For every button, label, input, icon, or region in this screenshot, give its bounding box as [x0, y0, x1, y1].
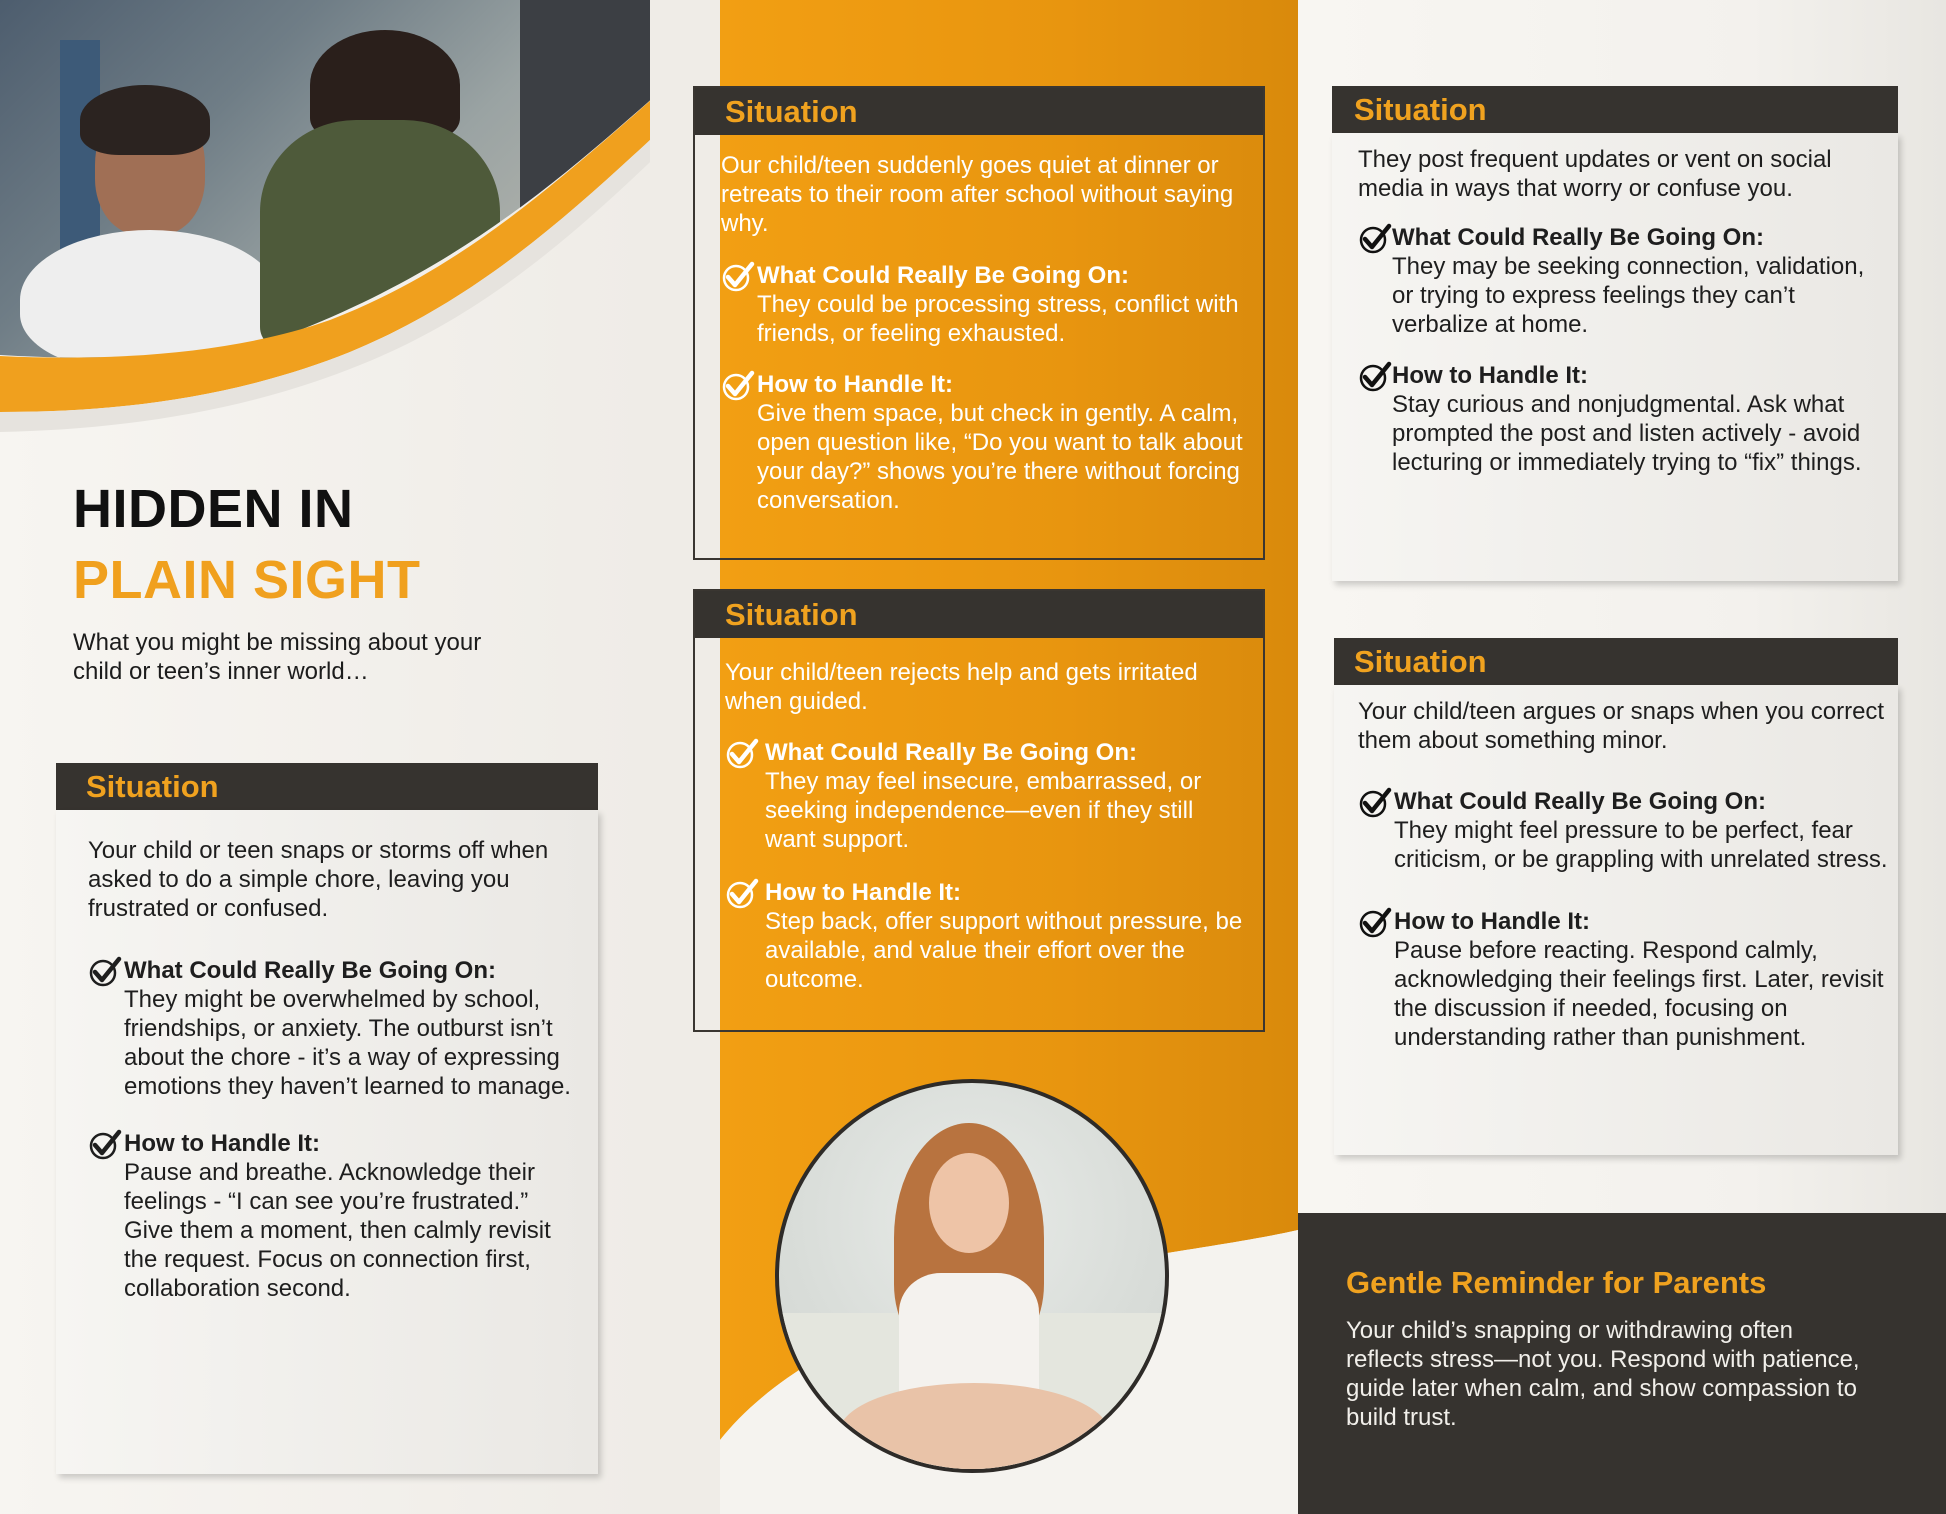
check-icon: [721, 261, 755, 293]
situation-heading: Situation: [56, 763, 598, 810]
situation-heading: Situation: [1334, 638, 1898, 685]
page-title-line-2: PLAIN SIGHT: [73, 550, 421, 610]
situation-text: They post frequent updates or vent on social media in ways that worry or confuse you.: [1358, 146, 1832, 202]
situation-heading: Situation: [695, 591, 1263, 638]
gentle-reminder-box: [1298, 1213, 1946, 1514]
check-icon: [88, 956, 122, 988]
going-on-label: What Could Really Be Going On:: [124, 957, 496, 984]
handle-label: How to Handle It:: [1392, 362, 1588, 389]
check-icon: [725, 878, 759, 910]
page-title-line-1: HIDDEN IN: [73, 479, 354, 539]
situation-card-2: [693, 86, 1265, 560]
handle-label: How to Handle It:: [765, 879, 961, 906]
going-on-label: What Could Really Be Going On:: [757, 262, 1129, 289]
situation-text: Your child or teen snaps or storms off when asked to do a simple chore, leaving you frustrated or confused.: [88, 837, 549, 922]
check-icon: [1358, 361, 1392, 393]
handle-text: Stay curious and nonjudgmental. Ask what prompted the post and listen actively - avoid lecturing or immediately trying to “fix” things.: [1392, 391, 1862, 476]
check-icon: [721, 370, 755, 402]
situation-card-3: [693, 589, 1265, 1032]
situation-text: Your child/teen rejects help and gets irritated when guided.: [725, 659, 1198, 715]
handle-label: How to Handle It:: [757, 371, 953, 398]
check-icon: [725, 738, 759, 770]
going-on-text: They may feel insecure, embarrassed, or seeking independence—even if they still want support.: [765, 768, 1202, 853]
orange-swoosh: [0, 0, 650, 460]
situation-card-4: [1332, 86, 1898, 581]
going-on-text: They might be overwhelmed by school, friendships, or anxiety. The outburst isn’t about the chore - it’s a way of expressing emotions they haven’t learned to manage.: [124, 986, 571, 1100]
handle-text: Give them space, but check in gently. A calm, open question like, “Do you want to talk about your day?” shows you’re there without forcing conversation.: [757, 400, 1243, 514]
going-on-label: What Could Really Be Going On:: [1392, 224, 1764, 251]
going-on-label: What Could Really Be Going On:: [765, 739, 1137, 766]
reminder-title: Gentle Reminder for Parents: [1346, 1265, 1767, 1300]
situation-text: Your child/teen argues or snaps when you correct them about something minor.: [1358, 698, 1885, 754]
going-on-label: What Could Really Be Going On:: [1394, 788, 1766, 815]
left-panel: [0, 0, 650, 1514]
situation-text: Our child/teen suddenly goes quiet at dinner or retreats to their room after school without saying why.: [721, 152, 1234, 237]
situation-heading: Situation: [695, 88, 1263, 135]
handle-label: How to Handle It:: [124, 1130, 320, 1157]
handle-text: Pause and breathe. Acknowledge their feelings - “I can see you’re frustrated.” Give them a moment, then calmly revisit the request. Focus on connection first, collaboration second.: [124, 1159, 551, 1302]
check-icon: [88, 1129, 122, 1161]
handle-text: Step back, offer support without pressure, be available, and value their effort over the outcome.: [765, 908, 1243, 993]
handle-label: How to Handle It:: [1394, 908, 1590, 935]
situation-card-5: [1334, 638, 1898, 1155]
check-icon: [1358, 223, 1392, 255]
middle-panel: [650, 0, 1298, 1514]
situation-card-1: [56, 763, 598, 1474]
smiling-teen-photo: [775, 1079, 1169, 1473]
handle-text: Pause before reacting. Respond calmly, acknowledging their feelings first. Later, revisit the discussion if needed, focusing on understanding rather than punishment.: [1394, 937, 1884, 1051]
going-on-text: They may be seeking connection, validation, or trying to express feelings they can’t verbalize at home.: [1392, 253, 1865, 338]
situation-heading: Situation: [1332, 86, 1898, 133]
check-icon: [1358, 907, 1392, 939]
going-on-text: They could be processing stress, conflict with friends, or feeling exhausted.: [757, 291, 1239, 347]
right-panel: [1298, 0, 1946, 1514]
page-subtitle: What you might be missing about your child or teen’s inner world…: [73, 629, 482, 685]
check-icon: [1358, 787, 1392, 819]
reminder-text: Your child’s snapping or withdrawing often reflects stress—not you. Respond with patience, guide later when calm, and show compassion to build trust.: [1346, 1317, 1860, 1431]
going-on-text: They might feel pressure to be perfect, fear criticism, or be grappling with unrelated stress.: [1394, 817, 1888, 873]
